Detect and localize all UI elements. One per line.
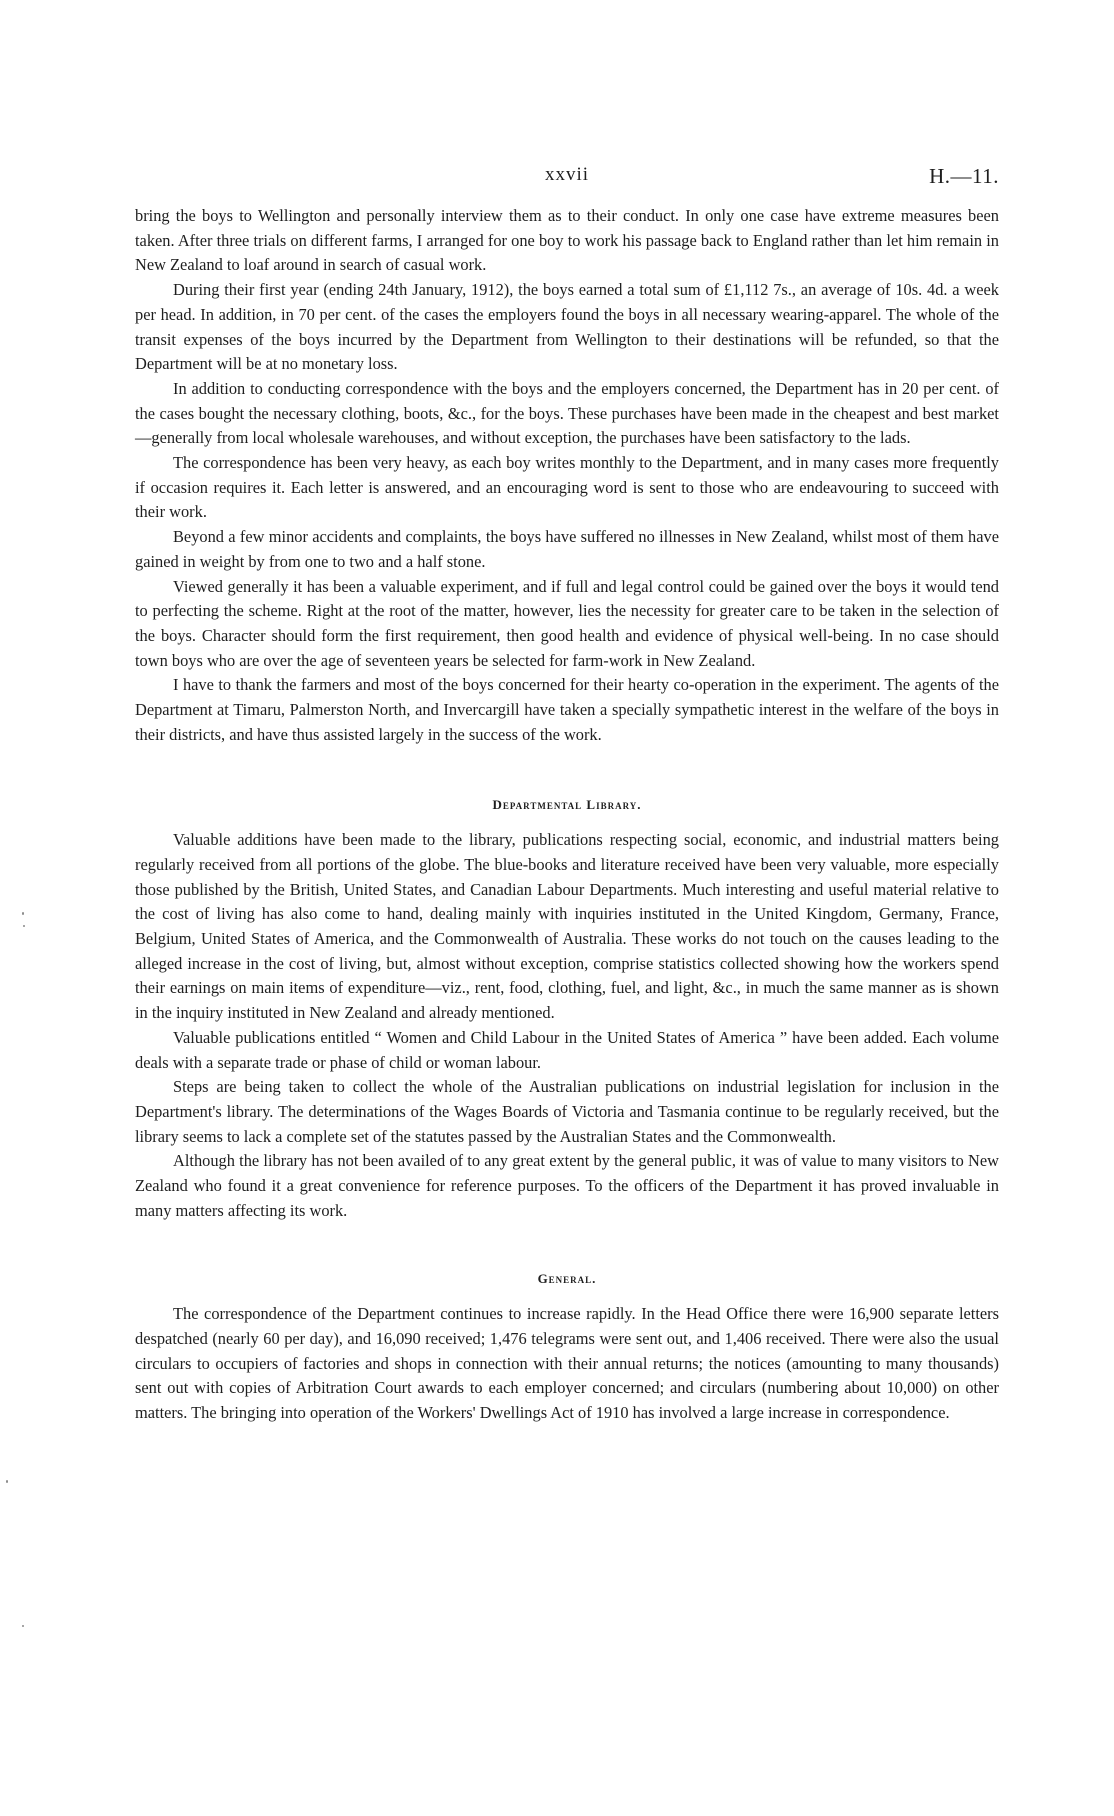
paragraph-earnings: During their first year (ending 24th January, 1912), the boys earned a total sum of £1,112 7s., an average of 10s. 4d. a week per head. In addition, in 70 per cent. of the cases the employers found the boys in all necessary wearing-apparel. The whole of the transit expenses of the boys incurred by the Department from Wellington to their destinations will be refunded, so that the Department will be at no monetary loss. xyxy=(135,280,999,374)
scan-speck xyxy=(6,1480,8,1483)
paragraph-general-correspondence: The correspondence of the Department continues to increase rapidly. In the Head Office there were 16,900 separate letters despatched (nearly 60 per day), and 16,090 received; 1,476 telegrams were sent out, and 1,406 received. There were also the usual circulars to occupiers of factories and shops in connection with their annual returns; the notices (amounting to many thousands) sent out with copies of Arbitration Court awards to each employer concerned; and circulars (numbering about 10,000) on other matters. The bringing into operation of the Workers' Dwellings Act of 1910 has involved a large increase in correspondence. xyxy=(135,1304,999,1422)
scan-speck xyxy=(22,912,24,915)
paragraph-library-public: Although the library has not been availed of to any great extent by the general public, it was of value to many visitors to New Zealand who found it a great convenience for reference purposes. To the officers of the Department it has proved invaluable in many matters affecting its work. xyxy=(135,1151,999,1220)
body-text xyxy=(135,204,999,1426)
paragraph-library-publications: Valuable publications entitled “ Women and Child Labour in the United States of America ” have been added. Each volume deals with a separate trade or phase of child or woman labour. xyxy=(135,1027,999,1072)
page-header xyxy=(135,164,999,194)
paragraph-continued: bring the boys to Wellington and personally interview them as to their conduct. In only one case have extreme measures been taken. After three trials on different farms, I arranged for one boy to work his passage back to England rather than let him remain in New Zealand to loaf around in search of casual work. xyxy=(135,206,999,275)
paragraph-purchases: In addition to conducting correspondence with the boys and the employers concerned, the Department has in 20 per cent. of the cases bought the necessary clothing, boots, &c., for the boys. These purchases have been made in the cheapest and best market—generally from local wholesale warehouses, and without exception, the purchases have been satisfactory to the lads. xyxy=(135,378,999,448)
paragraph-experiment: Viewed generally it has been a valuable experiment, and if full and legal control could be gained over the boys it would tend to perfecting the scheme. Right at the root of the matter, however, lies the necessity for greater care to be taken in the selection of the boys. Character should form the first requirement, then good health and evidence of physical well-being. In no case should town boys who are over the age of seventeen years be selected for farm-work in New Zealand. xyxy=(135,576,999,670)
paragraph-library-australian: Steps are being taken to collect the whole of the Australian publications on industrial legislation for inclusion in the Department's library. The determinations of the Wages Boards of Victoria and Tasmania continue to be regularly received, but the library seems to lack a complete set of the statutes passed by the Australian States and the Commonwealth. xyxy=(135,1077,999,1146)
scan-speck xyxy=(23,925,25,927)
section-heading-library: Departmental Library. xyxy=(492,797,642,813)
paragraph-health: Beyond a few minor accidents and complaints, the boys have suffered no illnesses in New Zealand, whilst most of them have gained in weight by from one to two and a half stone. xyxy=(135,527,999,571)
document-page xyxy=(135,164,999,1426)
paragraph-library-additions: Valuable additions have been made to the library, publications respecting social, economic, and industrial matters being regularly received from all portions of the globe. The blue-books and literature received have been very valuable, more especially those published by the British, United States, and Canadian Labour Departments. Much interesting and useful material relative to the cost of living has also come to hand, dealing mainly with inquiries instituted in the United Kingdom, Germany, France, Belgium, United States of America, and the Commonwealth of Australia. These works do not touch on the causes leading to the alleged increase in the cost of living, but, almost without exception, comprise statistics collected showing how the workers spend their earnings on main items of expenditure—viz., rent, food, clothing, fuel, and light, &c., in much the same manner as is shown in the inquiry instituted in New Zealand and already mentioned. xyxy=(135,830,999,1023)
page-number: xxvii xyxy=(544,164,590,185)
scan-speck xyxy=(22,1625,24,1627)
section-heading-general: General. xyxy=(537,1271,597,1287)
paragraph-thanks: I have to thank the farmers and most of the boys concerned for their hearty co-operation in the experiment. The agents of the Department at Timaru, Palmerston North, and Invercargill have taken a specially sympathetic interest in the welfare of the boys in their districts, and have thus assisted largely in the success of the work. xyxy=(135,675,999,744)
paragraph-correspondence: The correspondence has been very heavy, as each boy writes monthly to the Department, and in many cases more frequently if occasion requires it. Each letter is answered, and an encouraging word is sent to those who are endeavouring to succeed with their work. xyxy=(135,453,999,522)
document-reference: H.—11. xyxy=(929,164,999,188)
